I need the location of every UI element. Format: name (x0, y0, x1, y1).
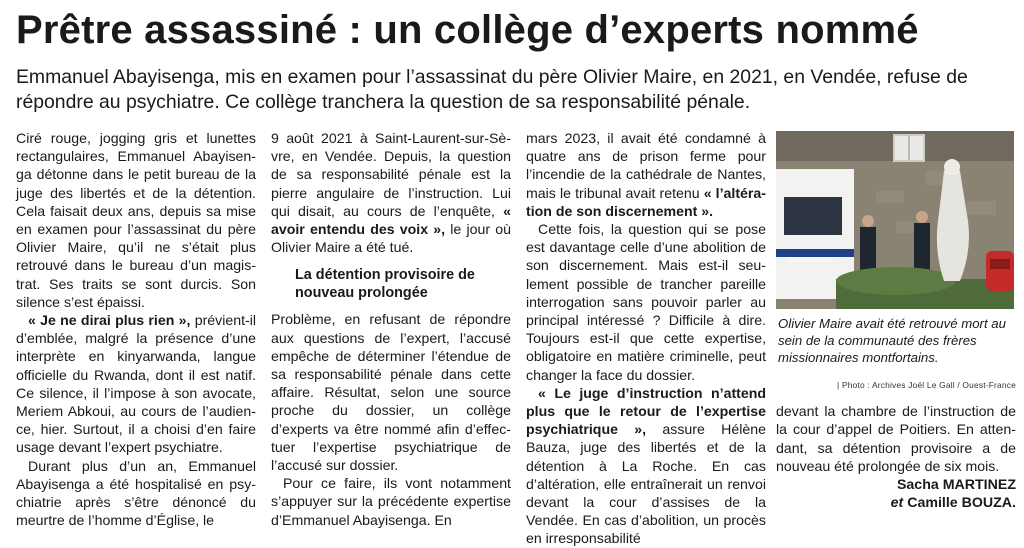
author-name: Sacha MARTINEZ (896, 477, 1016, 494)
paragraph-text: mars 2023, il avait été condamné à quatre ans de prison ferme pour l’incendie de la cathédrale de Nantes, mais le tribunal avait retenu (526, 130, 766, 201)
author-name: Camille BOUZA. (907, 495, 1016, 512)
paragraph: Cette fois, la question qui se pose est davantage celle d’une abolition de son discernement. Mais est-il seulement possible de trancher pareille interrogation sans pouvoir parler au principal intéressé ? Difficile à dire. Toujours est-il que cette expertise, obligatoire en matière criminelle, peut changer la face du dossier. (526, 221, 766, 383)
paragraph (526, 129, 766, 220)
article-column-2 (271, 129, 511, 529)
standfirst: Emmanuel Abayisenga, mis en examen pour l’assassinat du père Olivier Maire, en 2021, en Vendée, refuse de répondre au psychiatre. Ce collège tranchera la question de sa responsabilité pénale. (16, 66, 968, 113)
paragraph-text: 9 août 2021 à Saint-Laurent-sur-Sèvre, en Vendée. Depuis, la question de sa responsabilité pénale est la pierre angulaire de l’instruction. Lui qui disait, au cours de l’enquête, (271, 130, 511, 219)
photo-caption: Olivier Maire avait été retrouvé mort au sein de la communauté des frères missionnaires montfortains. (778, 316, 1006, 365)
paragraph: Ciré rouge, jogging gris et lunettes rectangulaires, Emmanuel Abayisenga détonne dans le petit bureau de la juge des libertés et de la détention. Cela faisait deux ans, depuis sa mise en examen pour l’assassinat du père Olivier Maire, qu’il ne s’était plus retrouvé dans le bureau d’un magistrat. Ses traits se sont durcis. Son silence s’est épaissi. (16, 130, 256, 310)
byline (776, 476, 1016, 512)
news-photo (776, 131, 1014, 309)
paragraph-text: prévient-il d’emblée, malgré la présence d’une interprète en kinyarwanda, langue officielle du Rwanda, dont il est natif. Ce silence, il l’impose à son avocate, Meriem Abkoui, au cours de l’audience, hier. Surtout, il a choisi d’en faire usage devant l’expert psychiatre. (16, 312, 256, 456)
paragraph: devant la chambre de l’instruction de la cour d’appel de Poitiers. En attendant, sa détention provisoire a de nouveau été prolongée de six mois. (776, 403, 1016, 474)
paragraph (526, 384, 766, 548)
paragraph-text: le jour où Olivier Maire a été tué. (271, 221, 511, 256)
photo-illustration (776, 131, 1014, 309)
paragraph: Problème, en refusant de répondre aux questions de l’expert, l’accusé empêche de déterminer l’étendue de sa responsabilité pénale dans cette affaire. Résultat, selon une source proche du dossier, un collège d’experts va être nommé afin d’effectuer l’expertise psychiatrique de l’accusé sur dossier. (271, 311, 511, 474)
article-column-4 (776, 131, 1016, 512)
photo-credit: | Photo : Archives Joël Le Gall / Ouest-France (837, 380, 1016, 390)
quote: « Le juge d’instruction n’attend plus que le retour de l’expertise psychiatrique », (526, 384, 766, 438)
paragraph: Pour ce faire, ils vont notamment s’appuyer sur la précédente expertise d’Emmanuel Abayisenga. En (271, 475, 511, 528)
paragraph-text: assure Hélène Bauza, juge des libertés et de la détention à La Roche. En cas d’altération, elle entraînerait un renvoi devant la cour d’assises de la Vendée. En cas d’abolition, un procès en irresponsabilité (526, 421, 766, 547)
van-label: GENDARMERIE (788, 258, 833, 264)
article-column-1 (16, 129, 256, 529)
author-conjunction: et (890, 495, 904, 512)
paragraph: Durant plus d’un an, Emmanuel Abayisenga a été hospitalisé en psychiatrie après s’être dénoncé du meurtre de l’homme d’Église, le (16, 457, 256, 529)
paragraph (16, 311, 256, 457)
quote: « avoir entendu des voix », (271, 202, 511, 238)
paragraph (271, 129, 511, 256)
article-column-3 (526, 129, 766, 548)
column-4-body (776, 402, 1016, 512)
headline: Prêtre assassiné : un collège d’experts nommé (16, 8, 919, 52)
subheading: La détention provisoire de nouveau prolongée (295, 267, 475, 302)
quote: « Je ne dirai plus rien », (28, 312, 191, 329)
quote: « l’altération de son discernement ». (526, 184, 766, 219)
